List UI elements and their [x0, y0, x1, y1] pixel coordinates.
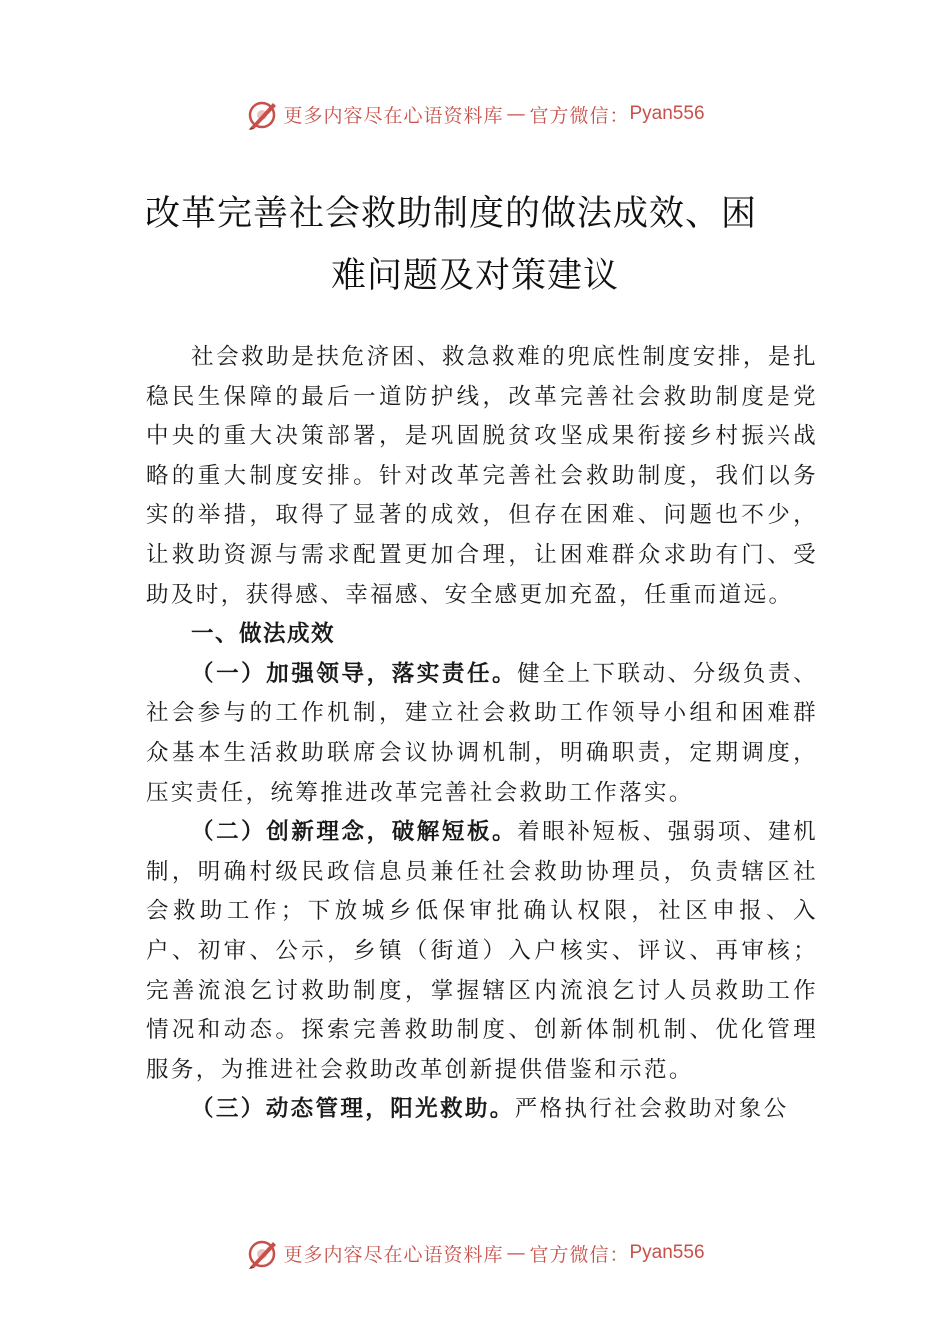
watermark-separator: —: [506, 1242, 527, 1264]
watermark-brand: 更多内容尽在心语资料库: [283, 104, 504, 127]
watermark-label: 官方微信：: [529, 104, 630, 127]
pen-logo-icon: [245, 97, 279, 131]
watermark-separator: —: [506, 103, 527, 125]
item-text: 健全上下联动、分级负责、社会参与的工作机制，建立社会救助工作领导小组和困难群众基本生活救助联席会议协调机制，明确职责，定期调度，压实责任，统筹推进改革完善社会救助工作落实。: [146, 660, 818, 806]
item-paragraph: [146, 1090, 818, 1130]
document-title-line-1: 改革完善社会救助制度的做法成效、困: [144, 194, 757, 234]
item-paragraph: [146, 813, 818, 1090]
item-lead: （二）创新理念，破解短板。: [191, 819, 518, 846]
watermark-header: [0, 94, 950, 134]
watermark-label: 官方微信：: [529, 1243, 630, 1266]
watermark-brand: 更多内容尽在心语资料库: [283, 1243, 504, 1266]
item-text: 着眼补短板、强弱项、建机制，明确村级民政信息员兼任社会救助协理员，负责辖区社会救助工作；下放城乡低保审批确认权限，社区申报、入户、初审、公示，乡镇（街道）入户核实、评议、再审核；完善流浪乞讨救助制度，掌握辖区内流浪乞讨人员救助工作情况和动态。探索完善救助制度、创新体制机制、优化管理服务，为推进社会救助改革创新提供借鉴和示范。: [146, 819, 818, 1083]
intro-paragraph: 社会救助是扶危济困、救急救难的兜底性制度安排，是扎稳民生保障的最后一道防护线，改革完善社会救助制度是党中央的重大决策部署，是巩固脱贫攻坚成果衔接乡村振兴战略的重大制度安排。针对改革完善社会救助制度，我们以务实的举措，取得了显著的成效，但存在困难、问题也不少，让救助资源与需求配置更加合理，让困难群众求助有门、受助及时，获得感、幸福感、安全感更加充盈，任重而道远。: [146, 344, 818, 608]
pen-logo-icon: [245, 1236, 279, 1270]
item-lead: （一）加强领导，落实责任。: [191, 660, 518, 687]
item-paragraph: [146, 655, 818, 813]
section-heading: 一、做法成效: [191, 621, 336, 648]
item-lead: （三）动态管理，阳光救助。: [191, 1096, 515, 1123]
watermark-handle: Pyan556: [629, 1242, 705, 1263]
document-body: [146, 338, 818, 1130]
item-text: 严格执行社会救助对象公: [514, 1096, 789, 1123]
watermark-footer: [0, 1233, 950, 1273]
watermark-handle: Pyan556: [629, 103, 705, 124]
document-title-line-2: 难问题及对策建议: [330, 256, 619, 296]
